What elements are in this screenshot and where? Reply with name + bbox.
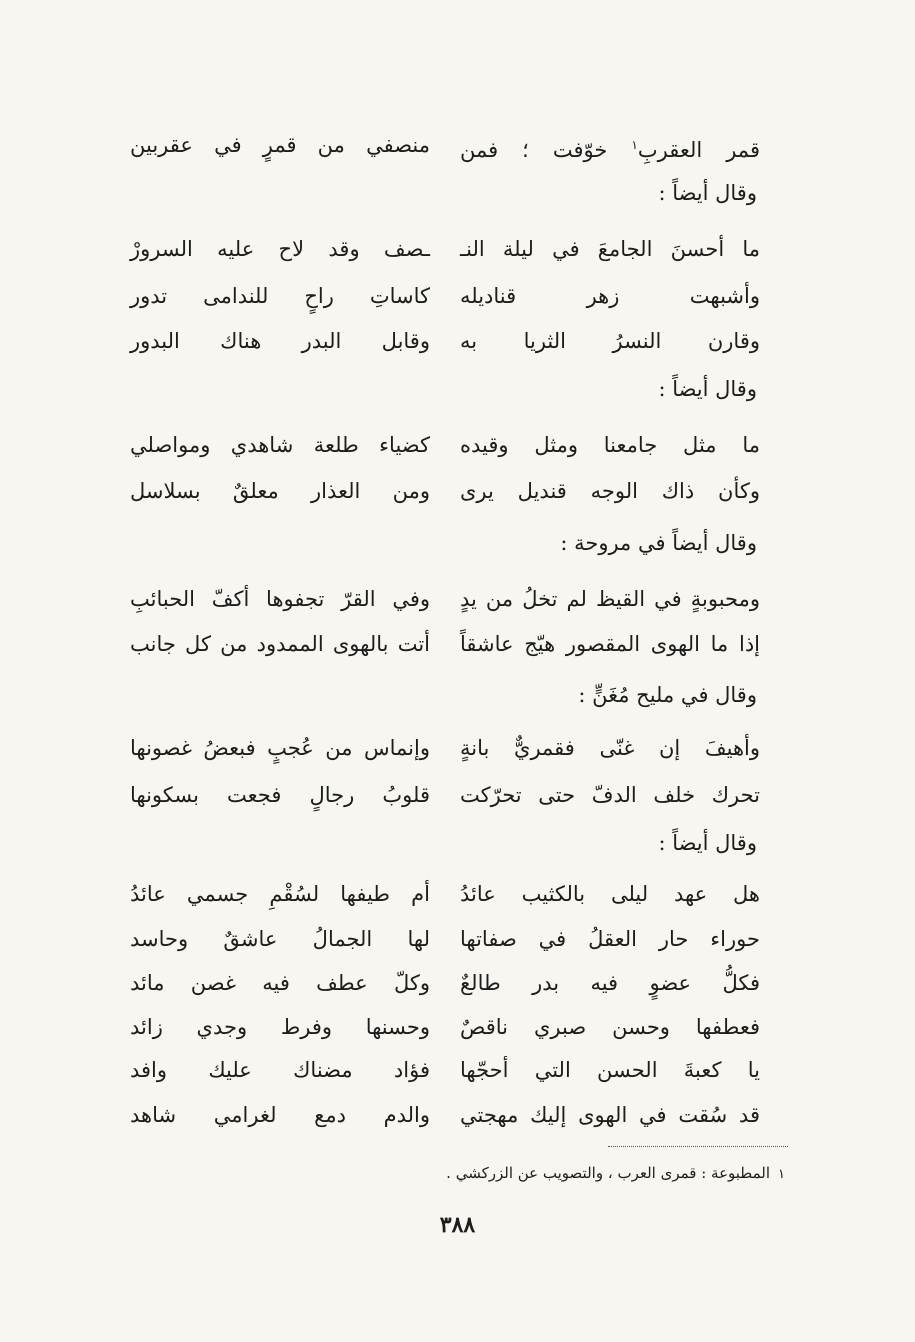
verse-row [130, 128, 760, 162]
verse-first-hemistich: وأهيفَ إن غنّى فقمريٌّ بانةٍ [460, 736, 760, 760]
footnote-number: ١ [778, 1167, 785, 1182]
verse-second-hemistich: ـصف وقد لاح عليه السرورْ [130, 237, 430, 261]
verse-row [130, 627, 760, 661]
verse-first-hemistich: وأشبهت زهر قناديله [460, 284, 760, 308]
verse-first-hemistich: هل عهد ليلى بالكثيب عائدُ [460, 882, 760, 906]
verse-row [130, 279, 760, 313]
verse-second-hemistich: لها الجمالُ عاشقٌ وحاسد [130, 927, 430, 951]
verse-first-hemistich: ما مثل جامعنا ومثل وقيده [460, 433, 760, 457]
verse-first-text-continued: خوّفت ؛ فمن [460, 138, 608, 162]
verse-row [130, 1010, 760, 1044]
verse-first-hemistich: يا كعبةَ الحسن التي أحجّها [460, 1058, 760, 1082]
verse-first-hemistich: تحرك خلف الدفّ حتى تحرّكت [460, 783, 760, 807]
verse-row [130, 1098, 760, 1132]
verse-first-hemistich: قد سُقت في الهوى إليك مهجتي [460, 1103, 760, 1127]
verse-first-hemistich: وكأن ذاك الوجه قنديل يرى [460, 479, 760, 503]
footnote-separator [608, 1146, 788, 1147]
verse-row [130, 778, 760, 812]
verse-row [130, 731, 760, 765]
verse-second-hemistich: وإنماس من عُجبٍ فبعضُ غصونها [130, 736, 430, 760]
verse-second-hemistich: وفي القرّ تجفوها أكفّ الحبائبِ [130, 587, 430, 611]
verse-row [130, 232, 760, 266]
verse-second-hemistich: ومن العذار معلقٌ بسلاسل [130, 479, 430, 503]
verse-second-hemistich: منصفي من قمرٍ في عقربين [130, 133, 430, 157]
verse-row [130, 877, 760, 911]
verse-first-text: قمر العقربِ [637, 138, 760, 162]
footnote [446, 1160, 785, 1188]
section-intro: وقال أيضاً : [658, 831, 757, 855]
verse-first-hemistich: وقارن النسرُ الثريا به [460, 329, 760, 353]
verse-second-hemistich: وقابل البدر هناك البدور [130, 329, 430, 353]
verse-second-hemistich: أتت بالهوى الممدود من كل جانب [130, 632, 430, 656]
verse-second-hemistich: وكلّ عطف فيه غصن مائد [130, 971, 430, 995]
verse-first-hemistich: فعطفها وحسن صبري ناقصٌ [460, 1015, 760, 1039]
verse-first-hemistich [460, 128, 760, 167]
section-intro: وقال أيضاً في مروحة : [560, 531, 757, 555]
verse-second-hemistich: وحسنها وفرط وجدي زائد [130, 1015, 430, 1039]
footnote-text: المطبوعة : قمرى العرب ، والتصويب عن الزركشي . [446, 1164, 771, 1182]
verse-first-hemistich: فكلُّ عضوٍ فيه بدر طالعٌ [460, 971, 760, 995]
page-number: ٣٨٨ [439, 1212, 476, 1238]
section-intro: وقال في مليح مُغَنٍّ : [578, 683, 757, 707]
verse-second-hemistich: قلوبُ رجالٍ فجعت بسكونها [130, 783, 430, 807]
verse-row [130, 428, 760, 462]
footnote-reference: ١ [631, 138, 638, 152]
verse-first-hemistich: إذا ما الهوى المقصور هيّج عاشقاً [460, 632, 760, 656]
verse-second-hemistich: فؤاد مضناك عليك وافد [130, 1058, 430, 1082]
verse-row [130, 582, 760, 616]
verse-second-hemistich: كضياء طلعة شاهدي ومواصلي [130, 433, 430, 457]
verse-row [130, 966, 760, 1000]
verse-first-hemistich: حوراء حار العقلُ في صفاتها [460, 927, 760, 951]
section-intro: وقال أيضاً : [658, 181, 757, 205]
verse-first-hemistich: ما أحسنَ الجامعَ في ليلة النـ [460, 237, 760, 261]
verse-row [130, 474, 760, 508]
verse-row [130, 922, 760, 956]
verse-second-hemistich: كاساتِ راحٍ للندامى تدور [130, 284, 430, 308]
verse-row [130, 1053, 760, 1087]
section-intro: وقال أيضاً : [658, 377, 757, 401]
verse-first-hemistich: ومحبوبةٍ في القيظ لم تخلُ من يدٍ [460, 587, 760, 611]
verse-second-hemistich: أم طيفها لسُقْمِ جسمي عائدُ [130, 882, 430, 906]
verse-row [130, 324, 760, 358]
verse-second-hemistich: والدم دمع لغرامي شاهد [130, 1103, 430, 1127]
